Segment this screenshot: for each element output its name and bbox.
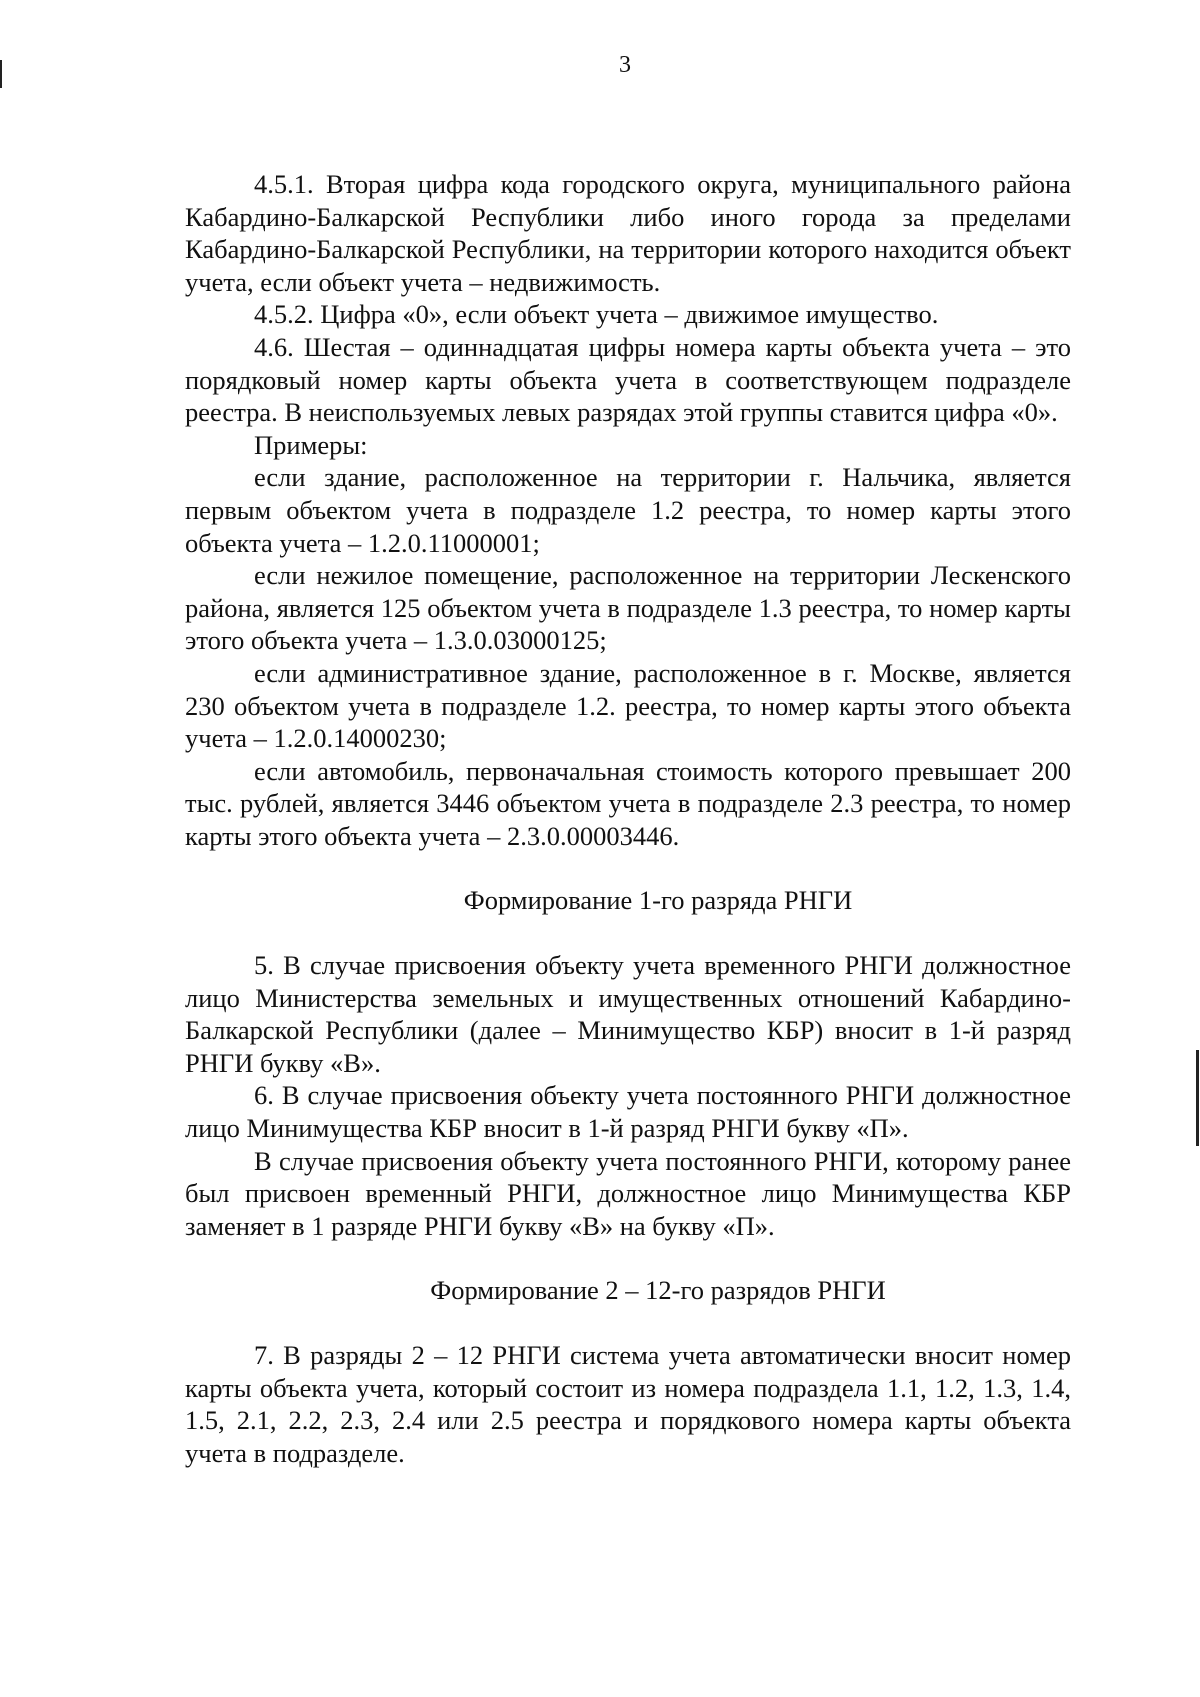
paragraph-7: 7. В разряды 2 – 12 РНГИ система учета автоматически вносит номер карты объекта учета, который состоит из номера подраздела 1.1, 1.2, 1.3, 1.4, 1.5, 2.1, 2.2, 2.3, 2.4 или 2.5 реестра и порядкового номера карты объекта учета в подразделе. [185, 1340, 1071, 1468]
example-moscow: если административное здание, расположенное в г. Москве, является 230 объектом учета в подразделе 1.2. реестра, то номер карты этого объекта учета – 1.2.0.14000230; [185, 657, 1071, 754]
paragraph-6: 6. В случае присвоения объекту учета постоянного РНГИ должностное лицо Минимущества КБР вносит в 1-й разряд РНГИ букву «П». [185, 1080, 1071, 1144]
section-heading-digits-2-12: Формирование 2 – 12-го разрядов РНГИ [430, 1275, 886, 1306]
paragraph-4-6: 4.6. Шестая – одиннадцатая цифры номера карты объекта учета – это порядковый номер карты объекта учета в соответствующем подразделе реестра. В неиспользуемых левых разрядах этой группы ставится цифра «0». [185, 331, 1071, 428]
paragraph-5: 5. В случае присвоения объекту учета временного РНГИ должностное лицо Министерства земельных и имущественных отношений Кабардино-Балкарской Республики (далее – Минимущество КБР) вносит в 1-й разряд РНГИ букву «В». [185, 950, 1071, 1078]
section-heading-digit-1: Формирование 1-го разряда РНГИ [463, 885, 853, 916]
examples-label: Примеры: [254, 429, 368, 460]
document-body [185, 168, 1071, 1469]
paragraph-6-replacement: В случае присвоения объекту учета постоянного РНГИ, которому ранее был присвоен временный РНГИ, должностное лицо Минимущества КБР заменяет в 1 разряде РНГИ букву «В» на букву «П». [185, 1145, 1071, 1241]
paragraph-4-5-1: 4.5.1. Вторая цифра кода городского округа, муниципального района Кабардино-Балкарской Республики либо иного города за пределами Кабардино-Балкарской Республики, на территории которого находится объект учета, если объект учета – недвижимость. [185, 169, 1071, 297]
example-nalchik: если здание, расположенное на территории г. Нальчика, является первым объектом учета в подразделе 1.2 реестра, то номер карты этого объекта учета – 1.2.0.11000001; [185, 462, 1071, 558]
scan-edge-mark-right [1196, 1050, 1199, 1146]
example-leskensky: если нежилое помещение, расположенное на территории Лескенского района, является 125 объектом учета в подразделе 1.3 реестра, то номер карты этого объекта учета – 1.3.0.03000125; [185, 560, 1071, 656]
example-automobile: если автомобиль, первоначальная стоимость которого превышает 200 тыс. рублей, является 3446 объектом учета в подразделе 2.3 реестра, то номер карты этого объекта учета – 2.3.0.00003446. [185, 755, 1071, 851]
paragraph-4-5-2: 4.5.2. Цифра «0», если объект учета – движимое имущество. [254, 299, 939, 330]
scan-edge-mark-left [0, 60, 2, 88]
page-number: 3 [619, 52, 631, 78]
